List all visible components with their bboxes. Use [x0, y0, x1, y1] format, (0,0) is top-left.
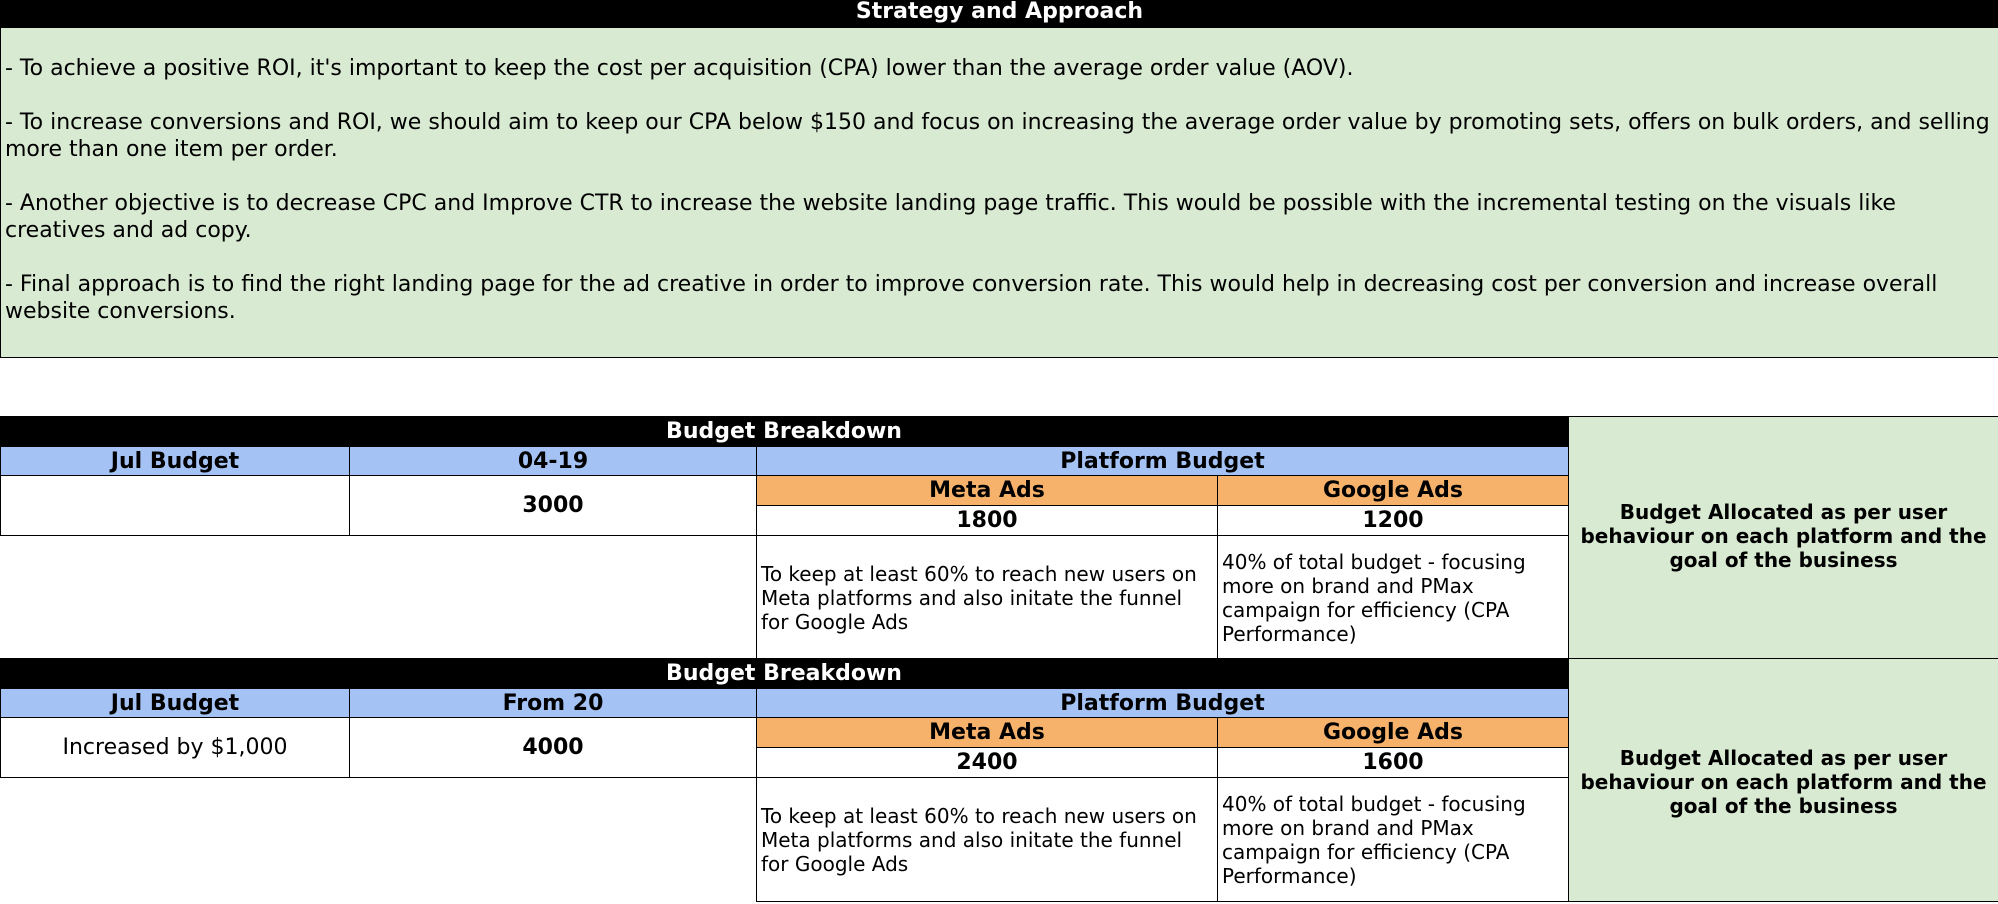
total-budget-value: 3000	[349, 475, 757, 536]
strategy-point-1: - To achieve a positive ROI, it's important to keep the cost per acquisition (CPA) lower than the average order value (AOV).	[5, 56, 1354, 81]
empty-cell	[0, 535, 757, 661]
meta-ads-note: To keep at least 60% to reach new users on Meta platforms and also initate the funnel for Google Ads	[756, 777, 1218, 902]
google-ads-note: 40% of total budget - focusing more on brand and PMax campaign for efficiency (CPA Performance)	[1217, 777, 1569, 902]
google-ads-label: Google Ads	[1217, 717, 1569, 748]
jul-budget-header: Jul Budget	[0, 688, 350, 718]
platform-budget-header: Platform Budget	[756, 688, 1569, 718]
budget-breakdown-title: Budget Breakdown	[0, 416, 1568, 446]
jul-budget-header: Jul Budget	[0, 446, 350, 476]
meta-ads-value: 2400	[756, 747, 1218, 778]
google-ads-value: 1200	[1217, 505, 1569, 536]
jul-budget-value	[0, 475, 350, 536]
total-budget-value: 4000	[349, 717, 757, 778]
meta-ads-value: 1800	[756, 505, 1218, 536]
allocation-note: Budget Allocated as per user behaviour on each platform and the goal of the business	[1568, 658, 1998, 902]
meta-ads-note: To keep at least 60% to reach new users on Meta platforms and also initate the funnel for Google Ads	[756, 535, 1218, 661]
jul-budget-value: Increased by $1,000	[0, 717, 350, 778]
google-ads-label: Google Ads	[1217, 475, 1569, 506]
google-ads-value: 1600	[1217, 747, 1569, 778]
platform-budget-header: Platform Budget	[756, 446, 1569, 476]
date-range-header: 04-19	[349, 446, 757, 476]
strategy-point-4: - Final approach is to find the right landing page for the ad creative in order to improve conversion rate. This would help in decreasing cost per conversion and increase overall website conversions.	[5, 272, 1938, 324]
date-range-header: From 20	[349, 688, 757, 718]
strategy-title: Strategy and Approach	[0, 0, 1998, 28]
strategy-point-2: - To increase conversions and ROI, we should aim to keep our CPA below $150 and focus on increasing the average order value by promoting sets, offers on bulk orders, and selling more than one item per order.	[5, 110, 1990, 162]
budget-breakdown-title: Budget Breakdown	[0, 658, 1568, 688]
meta-ads-label: Meta Ads	[756, 475, 1218, 506]
strategy-panel	[0, 28, 1998, 358]
empty-cell	[0, 777, 757, 902]
strategy-point-3: - Another objective is to decrease CPC and Improve CTR to increase the website landing page traffic. This would be possible with the incremental testing on the visuals like creatives and ad copy.	[5, 191, 1896, 243]
meta-ads-label: Meta Ads	[756, 717, 1218, 748]
google-ads-note: 40% of total budget - focusing more on brand and PMax campaign for efficiency (CPA Performance)	[1217, 535, 1569, 661]
allocation-note: Budget Allocated as per user behaviour on each platform and the goal of the business	[1568, 416, 1998, 660]
